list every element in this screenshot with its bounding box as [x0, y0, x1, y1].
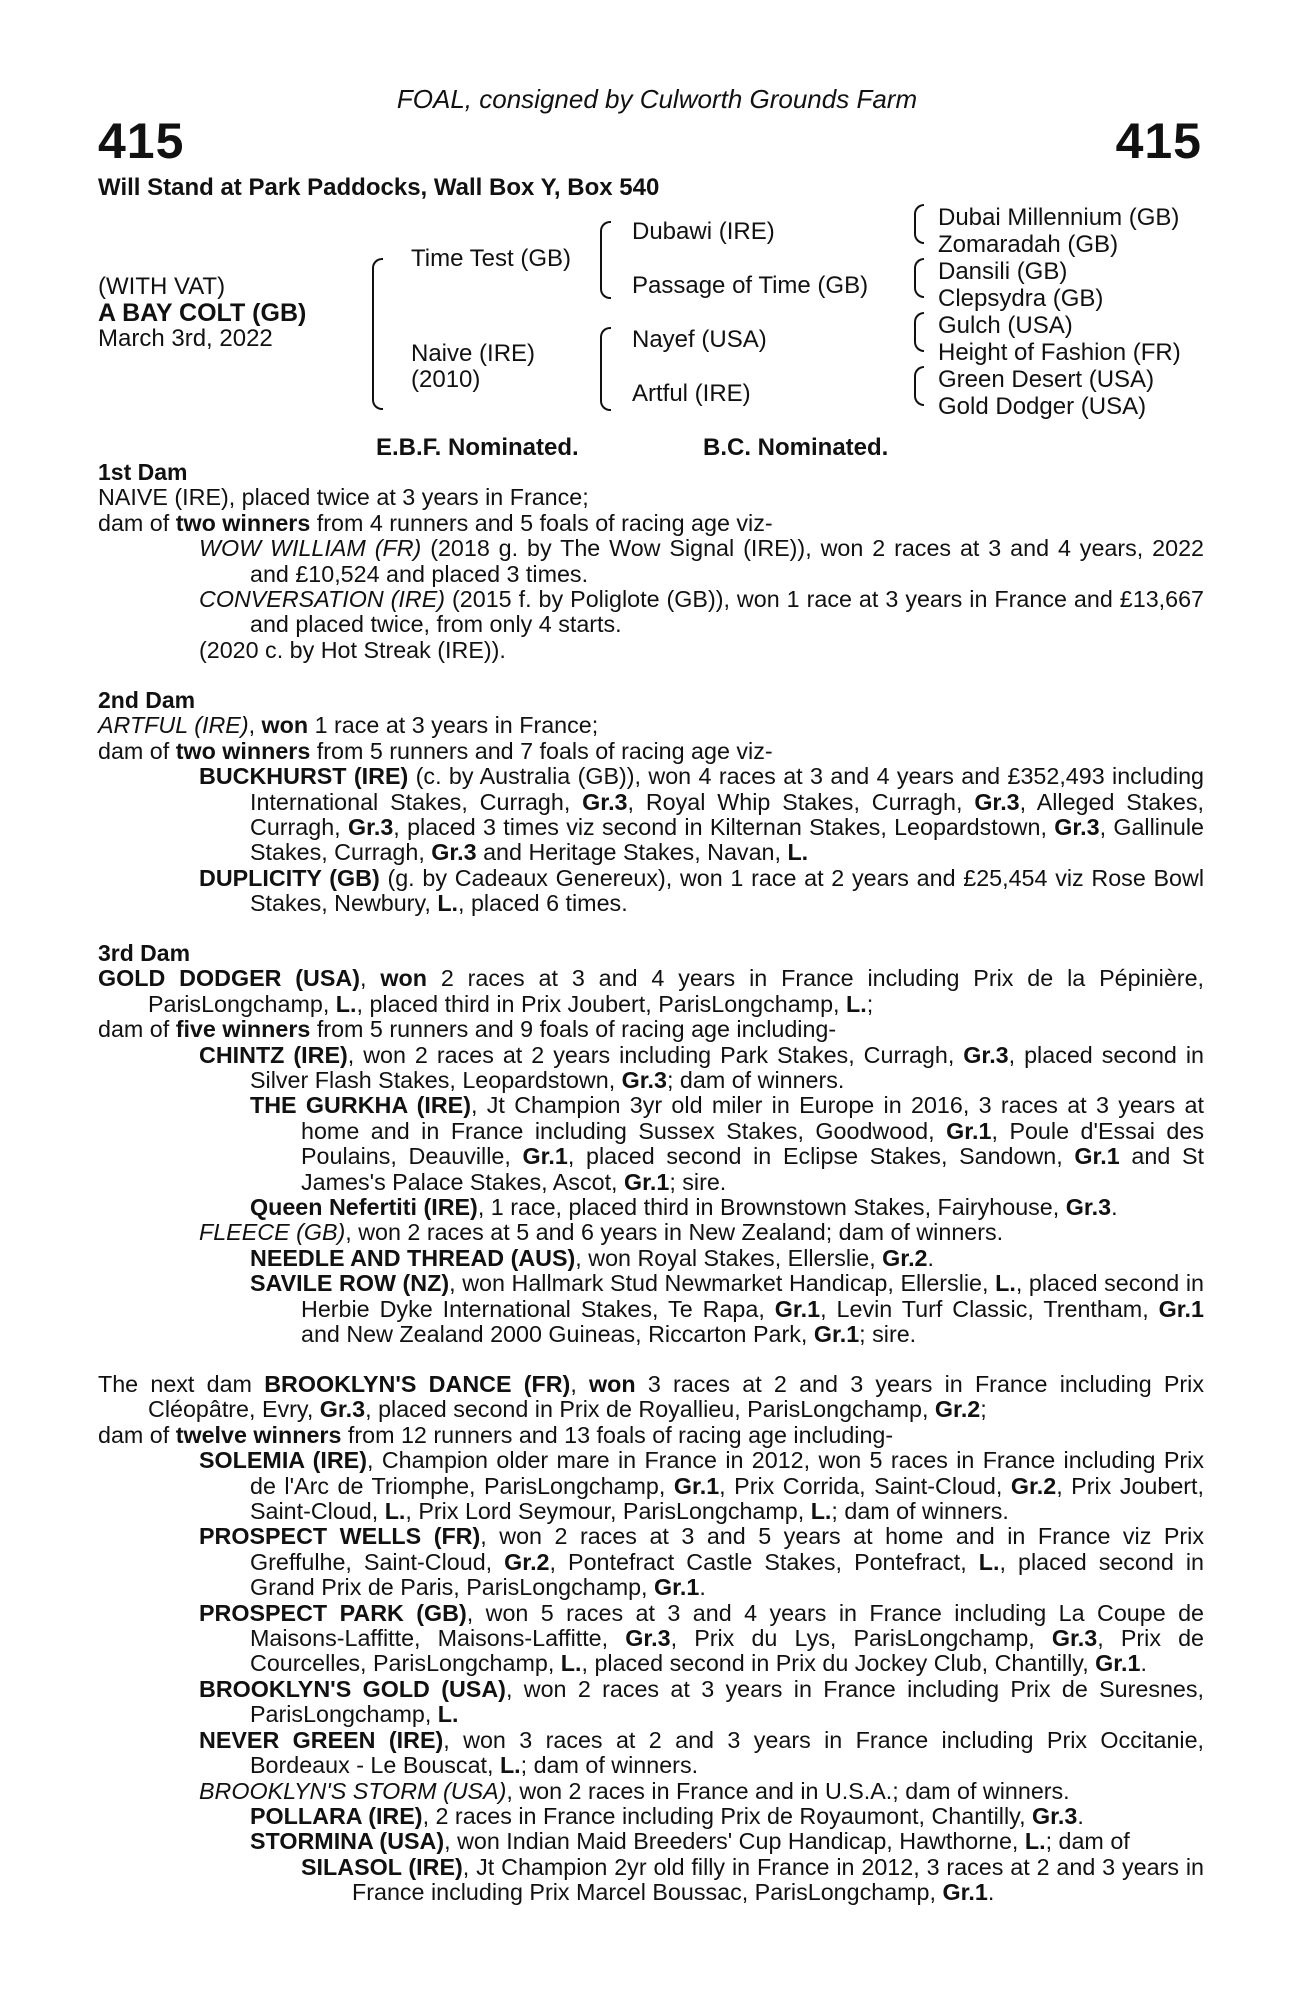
fourth-dam-section — [98, 1372, 1204, 1906]
third-dam-summary: GOLD DODGER (USA), won 2 races at 3 and 4 years in France including Prix de la Pépinière, ParisLongchamp, L., placed third in Prix Joubert, ParisLongchamp, L.; — [98, 965, 1204, 1017]
produce-entry: BUCKHURST (IRE) (c. by Australia (GB)), won 4 races at 3 and 4 years and £352,493 including International Stakes, Curragh, Gr.3, Royal Whip Stakes, Curragh, Gr.3, Alleged Stakes, Curragh, Gr.3, placed 3 times viz second in Kilternan Stakes, Leopardstown, Gr.3, Gallinule Stakes, Curragh, Gr.3 and Heritage Stakes, Navan, L. — [199, 763, 1204, 866]
ebf-nomination: E.B.F. Nominated. — [376, 434, 579, 461]
brace-g3-1 — [914, 204, 924, 244]
fourth-dam-summary: The next dam BROOKLYN'S DANCE (FR), won 3 races at 2 and 3 years in France including Prix Cléopâtre, Evry, Gr.3, placed second in Prix de Royallieu, ParisLongchamp, Gr.2; — [98, 1371, 1205, 1423]
sdd: Clepsydra (GB) — [938, 285, 1104, 312]
produce-entry: BROOKLYN'S STORM (USA), won 2 races in France and in U.S.A.; dam of winners. — [199, 1777, 1070, 1804]
produce-entry: SAVILE ROW (NZ), won Hallmark Stud Newmarket Handicap, Ellerslie, L., placed second in Herbie Dyke International Stakes, Te Rapa, Gr.1, Levin Turf Classic, Trentham, Gr.1 and New Zealand 2000 Guineas, Riccarton Park, Gr.1; sire. — [250, 1270, 1204, 1348]
first-dam-heading: 1st Dam — [98, 459, 188, 485]
vat-note: (WITH VAT) — [98, 273, 226, 300]
produce-entry: CHINTZ (IRE), won 2 races at 2 years including Park Stakes, Curragh, Gr.3, placed second in Silver Flash Stakes, Leopardstown, Gr.3; dam of winners. — [199, 1041, 1204, 1094]
consignor-line: FOAL, consigned by Culworth Grounds Farm — [396, 84, 918, 114]
produce-entry: POLLARA (IRE), 2 races in France including Prix de Royaumont, Chantilly, Gr.3. — [250, 1802, 1084, 1829]
produce-entry: SOLEMIA (IRE), Champion older mare in France in 2012, won 5 races in France including Prix de l'Arc de Triomphe, ParisLongchamp, Gr.1, Prix Corrida, Saint-Cloud, Gr.2, Prix Joubert, Saint-Cloud, L., Prix Lord Seymour, ParisLongchamp, L.; dam of winners. — [199, 1447, 1204, 1525]
second-dam-produce-line: dam of two winners from 5 runners and 7 foals of racing age viz- — [98, 737, 773, 764]
horse-name: A BAY COLT (GB) — [98, 299, 307, 327]
sire-sire: Dubawi (IRE) — [632, 218, 775, 245]
fourth-dam-produce-line: dam of twelve winners from 12 runners and 13 foals of racing age including- — [98, 1421, 894, 1448]
produce-entry: BROOKLYN'S GOLD (USA), won 2 races at 3 years in France including Prix de Suresnes, ParisLongchamp, L. — [199, 1675, 1205, 1728]
lot-number-left: 415 — [98, 113, 185, 169]
produce-entry: THE GURKHA (IRE), Jt Champion 3yr old miler in Europe in 2016, 3 races at 3 years at home and in France including Sussex Stakes, Goodwood, Gr.1, Poule d'Essai des Poulains, Deauville, Gr.1, placed second in Eclipse Stakes, Sandown, Gr.1 and St James's Palace Stakes, Ascot, Gr.1; sire. — [250, 1092, 1204, 1195]
produce-entry: STORMINA (USA), won Indian Maid Breeders' Cup Handicap, Hawthorne, L.; dam of — [250, 1828, 1130, 1855]
produce-entry: NEEDLE AND THREAD (AUS), won Royal Stakes, Ellerslie, Gr.2. — [250, 1244, 934, 1271]
third-dam-section — [98, 941, 1204, 1348]
produce-entry: FLEECE (GB), won 2 races at 5 and 6 years in New Zealand; dam of winners. — [199, 1219, 1004, 1246]
sire-parents-brace — [600, 221, 611, 299]
dam-sire: Nayef (USA) — [632, 326, 767, 353]
brace-g3-3 — [914, 312, 924, 352]
foaling-date: March 3rd, 2022 — [98, 325, 273, 352]
produce-entry: WOW WILLIAM (FR) (2018 g. by The Wow Signal (IRE)), won 2 races at 3 and 4 years, 2022 and £10,524 and placed 3 times. — [199, 535, 1204, 587]
first-dam-summary: NAIVE (IRE), placed twice at 3 years in France; — [98, 484, 589, 511]
dsd: Height of Fashion (FR) — [938, 339, 1181, 366]
dam-year: (2010) — [411, 366, 481, 393]
dam-parents-brace — [600, 327, 611, 411]
second-dam-summary: ARTFUL (IRE), won 1 race at 3 years in France; — [98, 712, 599, 739]
sss: Dubai Millennium (GB) — [938, 204, 1180, 231]
sire-name: Time Test (GB) — [411, 245, 572, 272]
third-dam-heading: 3rd Dam — [98, 940, 191, 966]
produce-entry: SILASOL (IRE), Jt Champion 2yr old filly in France in 2012, 3 races at 2 and 3 years in France including Prix Marcel Boussac, ParisLongchamp, Gr.1. — [301, 1853, 1204, 1906]
dds: Green Desert (USA) — [938, 366, 1155, 393]
dam-dam: Artful (IRE) — [632, 380, 751, 407]
ssd: Zomaradah (GB) — [938, 231, 1119, 258]
brace-g3-4 — [914, 366, 924, 406]
produce-entry: PROSPECT PARK (GB), won 5 races at 3 and 4 years in France including La Coupe de Maisons-Laffitte, Maisons-Laffitte, Gr.3, Prix du Lys, ParisLongchamp, Gr.3, Prix de Courcelles, ParisLongchamp, L., placed second in Prix du Jockey Club, Chantilly, Gr.1. — [199, 1599, 1205, 1677]
produce-entry: CONVERSATION (IRE) (2015 f. by Poliglote (GB)), won 1 race at 3 years in France and £13,667 and placed twice, from only 4 starts. — [199, 586, 1204, 638]
produce-entry: DUPLICITY (GB) (g. by Cadeaux Genereux), won 1 race at 2 years and £25,454 viz Rose Bowl Stakes, Newbury, L., placed 6 times. — [199, 864, 1204, 917]
second-dam-section — [98, 688, 1204, 917]
brace-g3-2 — [914, 258, 924, 298]
first-dam-produce-line: dam of two winners from 4 runners and 5 foals of racing age viz- — [98, 509, 773, 536]
produce-entry: PROSPECT WELLS (FR), won 2 races at 3 and 5 years at home and in France viz Prix Greffulhe, Saint-Cloud, Gr.2, Pontefract Castle Stakes, Pontefract, L., placed second in Grand Prix de Paris, ParisLongchamp, Gr.1. — [199, 1523, 1205, 1601]
sire-dam-brace — [372, 258, 383, 410]
ddd: Gold Dodger (USA) — [938, 393, 1147, 420]
produce-entry: (2020 c. by Hot Streak (IRE)). — [199, 636, 506, 663]
produce-entry: NEVER GREEN (IRE), won 3 races at 2 and 3 years in France including Prix Occitanie, Bordeaux - Le Bouscat, L.; dam of winners. — [199, 1726, 1205, 1779]
lot-number-right: 415 — [1115, 113, 1202, 169]
sire-dam: Passage of Time (GB) — [632, 272, 869, 299]
stand-location: Will Stand at Park Paddocks, Wall Box Y, Box 540 — [98, 174, 660, 201]
first-dam-section — [98, 460, 1204, 663]
second-dam-heading: 2nd Dam — [98, 687, 196, 713]
sds: Dansili (GB) — [938, 258, 1068, 285]
third-dam-produce-line: dam of five winners from 5 runners and 9 foals of racing age including- — [98, 1016, 837, 1043]
produce-entry: Queen Nefertiti (IRE), 1 race, placed third in Brownstown Stakes, Fairyhouse, Gr.3. — [250, 1194, 1118, 1221]
bc-nomination: B.C. Nominated. — [703, 434, 889, 461]
dss: Gulch (USA) — [938, 312, 1073, 339]
dam-name: Naive (IRE) — [411, 340, 536, 367]
